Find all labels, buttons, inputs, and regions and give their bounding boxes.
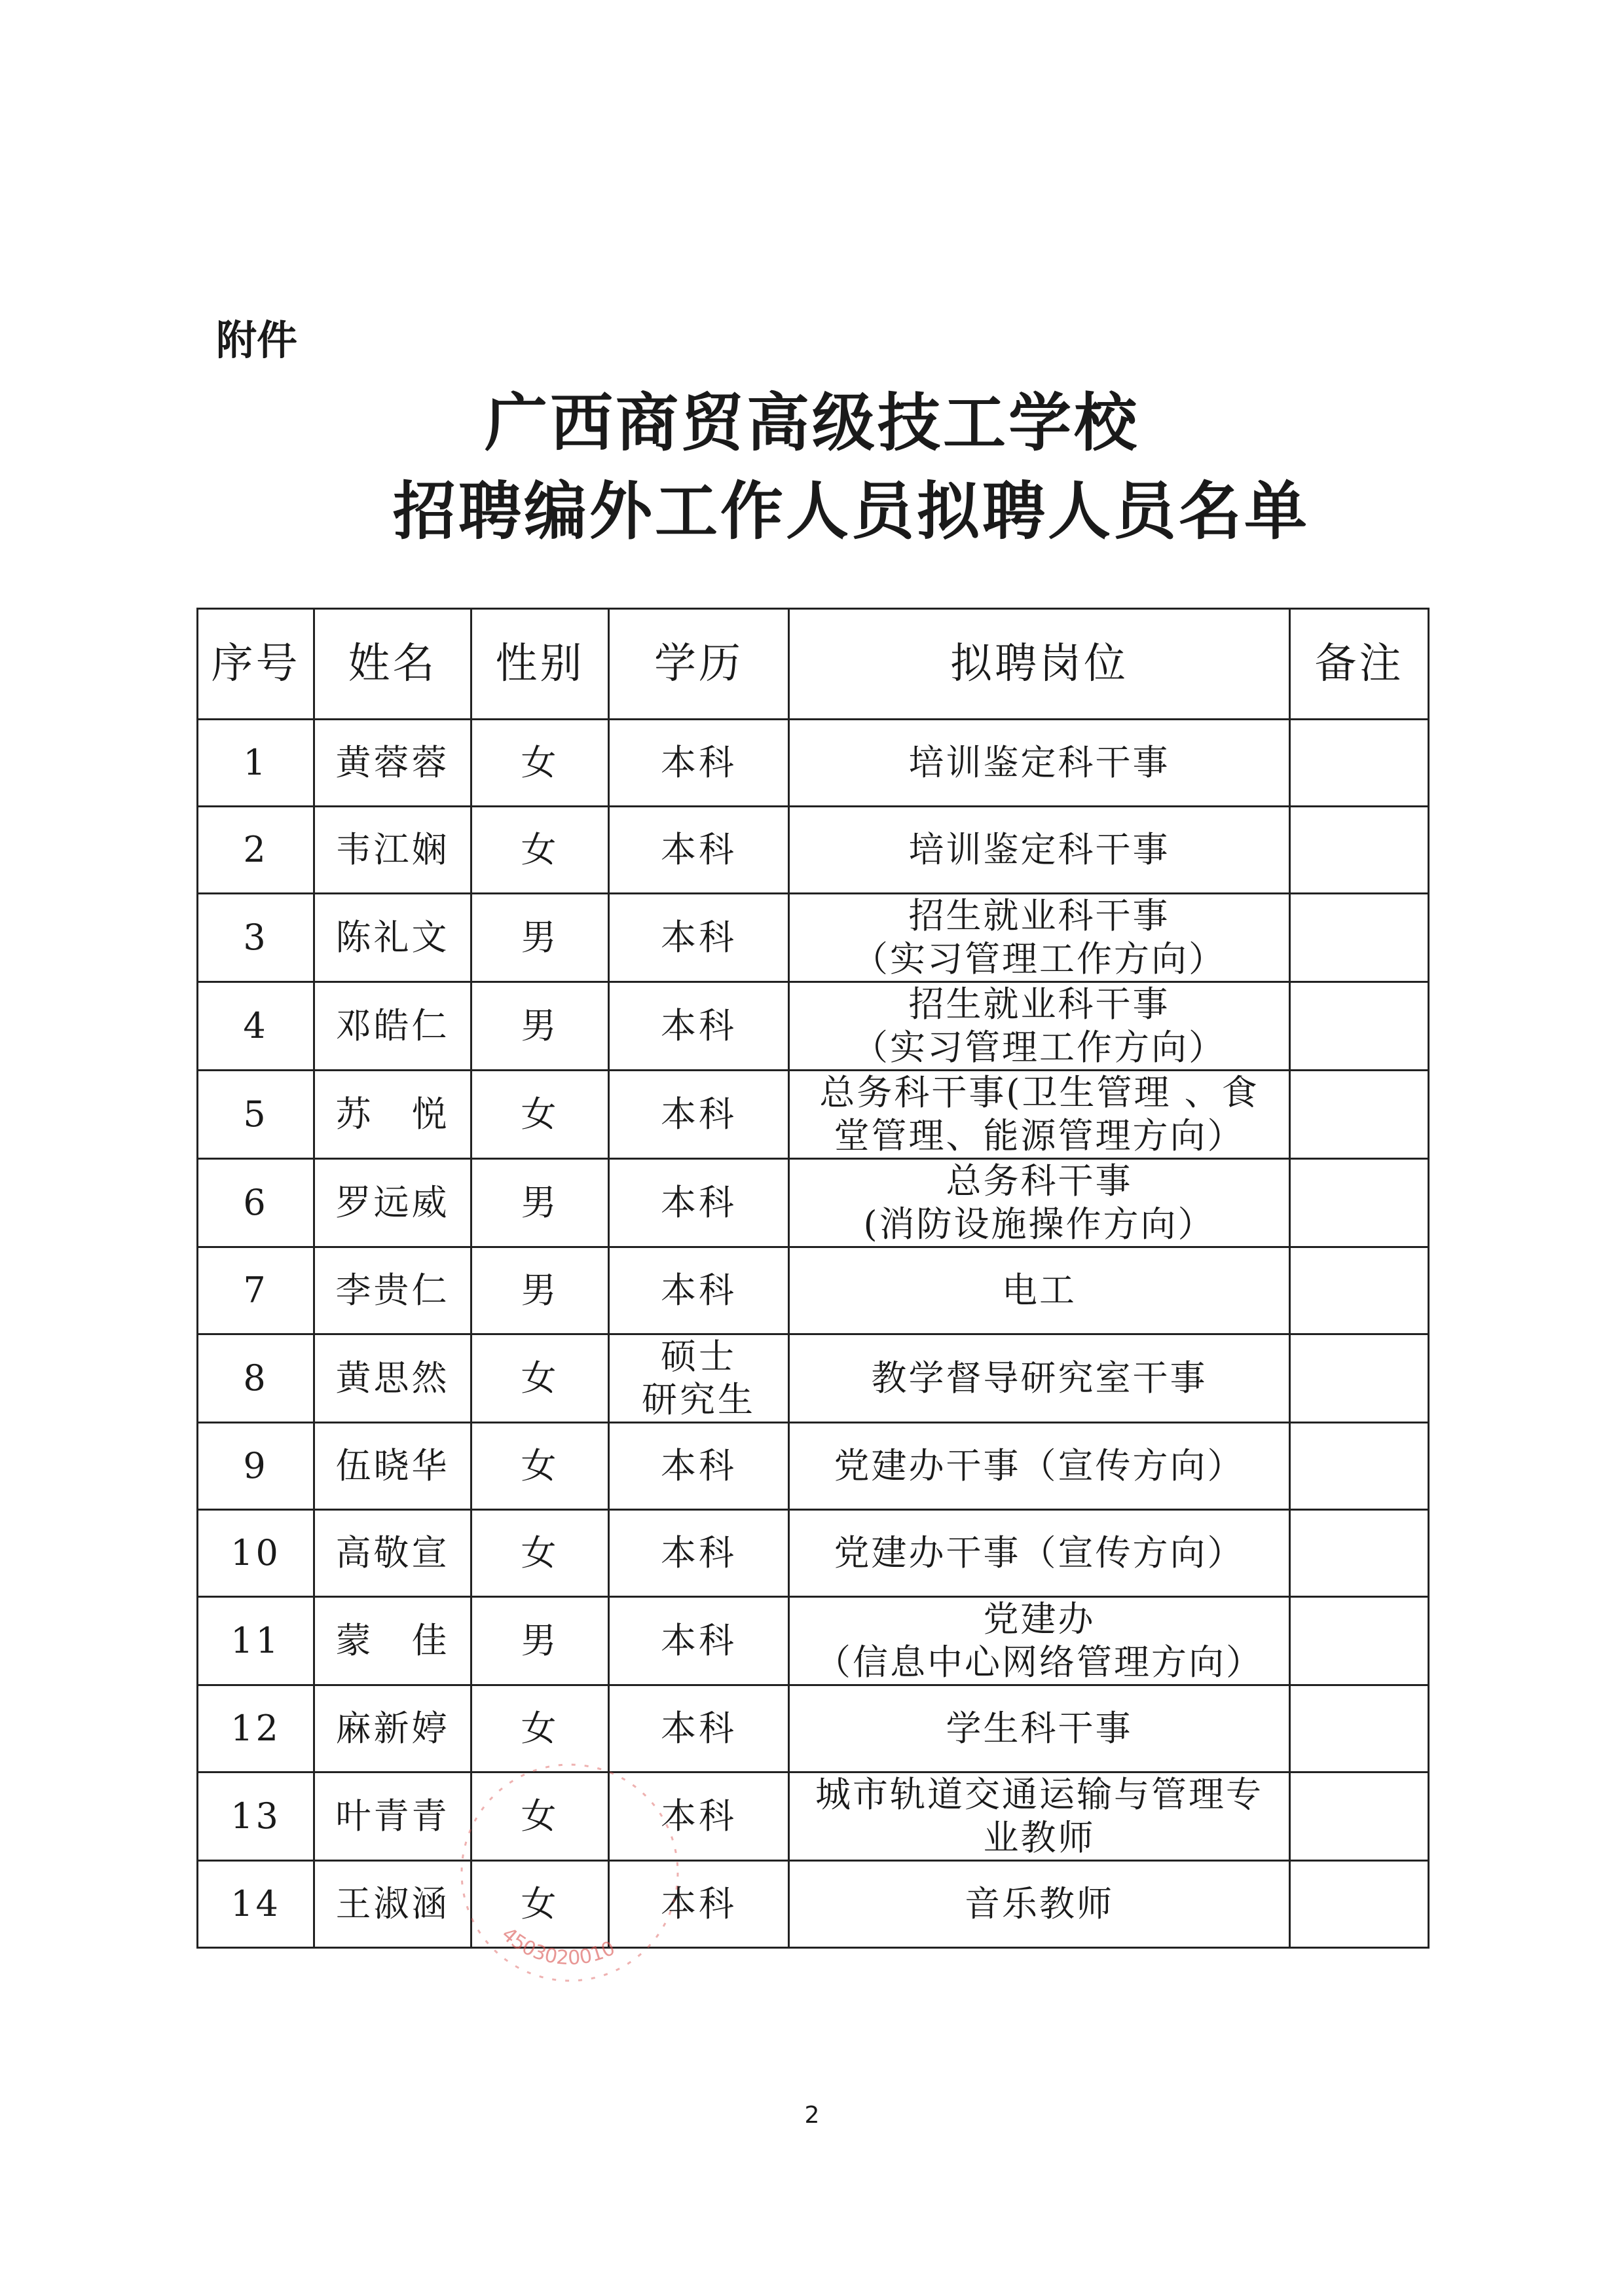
table-row — [198, 894, 1429, 982]
cell-education-line: 研究生 — [642, 1379, 756, 1420]
cell-education-line: 本科 — [661, 1093, 737, 1135]
cell-remarks — [1290, 1247, 1429, 1334]
table-row — [198, 1597, 1429, 1685]
cell-name: 黄思然 — [314, 1334, 471, 1423]
seal-text: 4503020010 — [497, 1922, 619, 1970]
document-title-line2: 招聘编外工作人员拟聘人员名单 — [393, 474, 1310, 548]
cell-gender: 男 — [471, 894, 609, 982]
cell-position-line: 党建办 — [983, 1598, 1096, 1640]
cell-position — [789, 720, 1290, 807]
cell-position — [789, 1510, 1290, 1597]
page-number: 2 — [804, 2102, 820, 2129]
cell-name: 黄蓉蓉 — [314, 720, 471, 807]
cell-position — [789, 1071, 1290, 1159]
cell-remarks — [1290, 1597, 1429, 1685]
cell-gender: 女 — [471, 1772, 609, 1861]
cell-education-line: 本科 — [661, 1795, 737, 1837]
cell-no: 11 — [198, 1597, 314, 1685]
svg-text:4503020010 — [497, 1923, 619, 1970]
cell-no: 4 — [198, 982, 314, 1071]
cell-education — [609, 1247, 789, 1334]
cell-education-line: 本科 — [661, 1270, 737, 1311]
cell-no: 6 — [198, 1159, 314, 1247]
cell-name: 伍晓华 — [314, 1423, 471, 1510]
cell-name: 王淑涵 — [314, 1861, 471, 1948]
table-row — [198, 1861, 1429, 1948]
cell-position-line: 总务科干事 — [946, 1160, 1133, 1202]
cell-remarks — [1290, 1772, 1429, 1861]
cell-position — [789, 894, 1290, 982]
cell-name: 高敬宣 — [314, 1510, 471, 1597]
table-header-row — [198, 609, 1429, 720]
cell-position — [789, 1685, 1290, 1772]
table-row — [198, 982, 1429, 1071]
cell-gender: 女 — [471, 1423, 609, 1510]
cell-gender: 女 — [471, 1334, 609, 1423]
cell-gender: 男 — [471, 982, 609, 1071]
cell-gender: 女 — [471, 1861, 609, 1948]
cell-no: 1 — [198, 720, 314, 807]
candidate-table — [196, 608, 1430, 1949]
cell-education-line: 本科 — [661, 1532, 737, 1573]
cell-gender: 男 — [471, 1159, 609, 1247]
cell-no: 7 — [198, 1247, 314, 1334]
cell-position-line: 培训鉴定科干事 — [908, 829, 1170, 870]
cell-gender: 男 — [471, 1597, 609, 1685]
cell-position — [789, 1772, 1290, 1861]
cell-education — [609, 1510, 789, 1597]
cell-remarks — [1290, 1861, 1429, 1948]
cell-education-line: 本科 — [661, 1182, 737, 1223]
cell-position-line: 教学督导研究室干事 — [871, 1357, 1208, 1399]
cell-no: 10 — [198, 1510, 314, 1597]
official-seal — [452, 1755, 688, 1991]
cell-position — [789, 807, 1290, 894]
cell-education-line: 本科 — [661, 829, 737, 870]
cell-remarks — [1290, 1685, 1429, 1772]
cell-name: 韦江娴 — [314, 807, 471, 894]
table-row — [198, 1159, 1429, 1247]
cell-name: 陈礼文 — [314, 894, 471, 982]
cell-gender: 女 — [471, 1071, 609, 1159]
cell-position — [789, 1861, 1290, 1948]
header-no: 序号 — [198, 609, 314, 720]
cell-education-line: 硕士 — [661, 1336, 737, 1377]
table-row — [198, 720, 1429, 807]
cell-position — [789, 1334, 1290, 1423]
cell-position — [789, 1159, 1290, 1247]
cell-education-line: 本科 — [661, 1445, 737, 1486]
cell-position-line: 招生就业科干事 — [908, 895, 1170, 936]
cell-no: 8 — [198, 1334, 314, 1423]
cell-name: 苏 悦 — [314, 1071, 471, 1159]
table-row — [198, 1071, 1429, 1159]
cell-position-line: （信息中心网络管理方向） — [815, 1642, 1263, 1683]
attachment-label: 附件 — [216, 316, 298, 364]
cell-remarks — [1290, 807, 1429, 894]
cell-position-line: 学生科干事 — [946, 1708, 1133, 1749]
cell-no: 12 — [198, 1685, 314, 1772]
cell-remarks — [1290, 1071, 1429, 1159]
cell-name: 李贵仁 — [314, 1247, 471, 1334]
cell-position-line: 培训鉴定科干事 — [908, 742, 1170, 783]
cell-position-line: 党建办干事（宣传方向） — [834, 1445, 1245, 1486]
cell-education — [609, 1334, 789, 1423]
cell-remarks — [1290, 982, 1429, 1071]
cell-remarks — [1290, 1423, 1429, 1510]
cell-position-line: （实习管理工作方向） — [853, 938, 1226, 980]
cell-education-line: 本科 — [661, 742, 737, 783]
cell-position-line: 总务科干事(卫生管理 、食 — [819, 1072, 1259, 1113]
cell-no: 5 — [198, 1071, 314, 1159]
table-row — [198, 1510, 1429, 1597]
cell-position — [789, 1597, 1290, 1685]
cell-gender: 女 — [471, 720, 609, 807]
cell-education-line: 本科 — [661, 1883, 737, 1924]
header-remarks: 备注 — [1290, 609, 1429, 720]
cell-position-line: 堂管理、能源管理方向） — [834, 1115, 1245, 1156]
cell-education-line: 本科 — [661, 1708, 737, 1749]
cell-remarks — [1290, 1510, 1429, 1597]
cell-position-line: 音乐教师 — [965, 1883, 1114, 1924]
cell-position-line: 党建办干事（宣传方向） — [834, 1532, 1245, 1573]
cell-name: 邓皓仁 — [314, 982, 471, 1071]
cell-no: 14 — [198, 1861, 314, 1948]
cell-no: 3 — [198, 894, 314, 982]
table-row — [198, 1334, 1429, 1423]
cell-education — [609, 1597, 789, 1685]
cell-gender: 女 — [471, 1685, 609, 1772]
table-row — [198, 1423, 1429, 1510]
cell-education — [609, 982, 789, 1071]
cell-no: 13 — [198, 1772, 314, 1861]
header-gender: 性别 — [471, 609, 609, 720]
cell-remarks — [1290, 720, 1429, 807]
cell-position-line: 城市轨道交通运输与管理专 — [815, 1774, 1263, 1815]
cell-education — [609, 1159, 789, 1247]
cell-position-line: （实习管理工作方向） — [853, 1027, 1226, 1068]
cell-name: 罗远威 — [314, 1159, 471, 1247]
cell-position — [789, 982, 1290, 1071]
header-name: 姓名 — [314, 609, 471, 720]
cell-position — [789, 1247, 1290, 1334]
document-title-line1: 广西商贸高级技工学校 — [485, 386, 1139, 460]
cell-name: 蒙 佳 — [314, 1597, 471, 1685]
cell-position — [789, 1423, 1290, 1510]
cell-education — [609, 807, 789, 894]
cell-position-line: 业教师 — [983, 1817, 1096, 1858]
table-row — [198, 807, 1429, 894]
cell-gender: 男 — [471, 1247, 609, 1334]
header-education: 学历 — [609, 609, 789, 720]
cell-no: 2 — [198, 807, 314, 894]
cell-education — [609, 1071, 789, 1159]
table-body — [198, 720, 1429, 1948]
table-row — [198, 1772, 1429, 1861]
cell-position-line: (消防设施操作方向） — [863, 1203, 1215, 1245]
cell-education — [609, 894, 789, 982]
cell-name: 麻新婷 — [314, 1685, 471, 1772]
cell-position-line: 招生就业科干事 — [908, 983, 1170, 1025]
cell-remarks — [1290, 894, 1429, 982]
header-position: 拟聘岗位 — [789, 609, 1290, 720]
cell-remarks — [1290, 1334, 1429, 1423]
table-row — [198, 1247, 1429, 1334]
table-row — [198, 1685, 1429, 1772]
cell-gender: 女 — [471, 1510, 609, 1597]
cell-name: 叶青青 — [314, 1772, 471, 1861]
cell-education — [609, 720, 789, 807]
cell-education-line: 本科 — [661, 1620, 737, 1661]
cell-education — [609, 1423, 789, 1510]
cell-education-line: 本科 — [661, 1005, 737, 1046]
cell-no: 9 — [198, 1423, 314, 1510]
cell-education-line: 本科 — [661, 917, 737, 958]
cell-position-line: 电工 — [1002, 1270, 1077, 1311]
cell-remarks — [1290, 1159, 1429, 1247]
cell-gender: 女 — [471, 807, 609, 894]
